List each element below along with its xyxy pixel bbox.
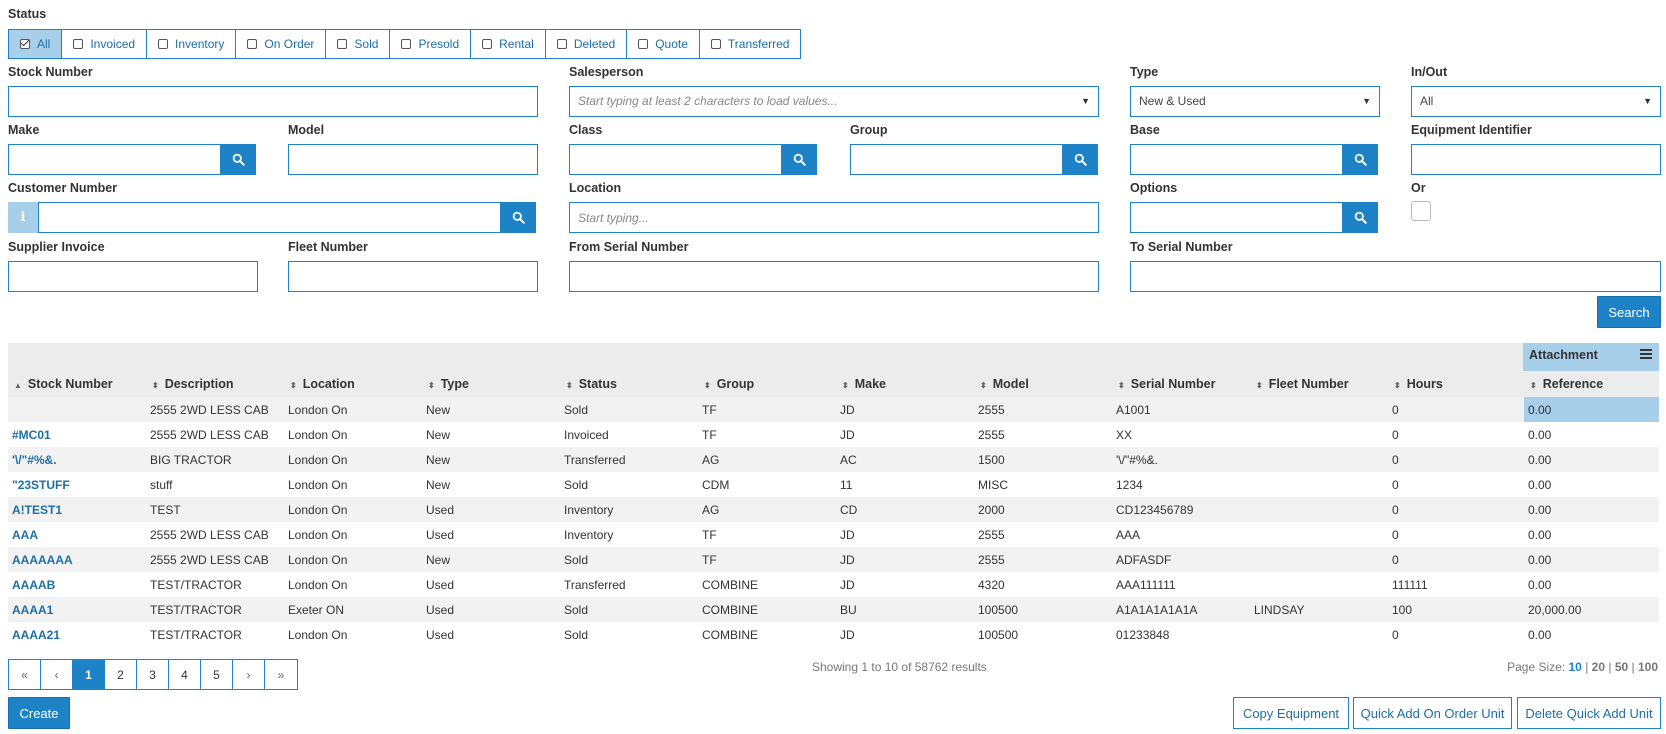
cell-serial-number: CD123456789 [1112, 497, 1250, 522]
cell-fleet-number [1250, 422, 1388, 447]
cell-model: 2000 [974, 497, 1112, 522]
cell-reference: 20,000.00 [1524, 597, 1659, 622]
class-input[interactable] [569, 144, 783, 175]
caret-down-icon: ▼ [1643, 96, 1652, 106]
type-value: New & Used [1139, 94, 1206, 108]
cell-hours: 0 [1388, 422, 1524, 447]
type-label: Type [1130, 65, 1159, 79]
page-size-label: Page Size: [1507, 660, 1566, 674]
status-option-inventory[interactable] [147, 30, 236, 58]
caret-down-icon: ▼ [1081, 96, 1090, 106]
column-header-label: Group [716, 377, 755, 391]
sort-icon: ⬍ [566, 381, 573, 390]
cell-description: TEST/TRACTOR [146, 622, 284, 647]
cell-make: JD [836, 522, 974, 547]
status-option-label: Presold [418, 37, 460, 51]
cell-reference: 0.00 [1524, 547, 1659, 572]
table-row[interactable] [8, 397, 1659, 422]
status-option-label: Deleted [573, 37, 616, 51]
cell-reference: 0.00 [1524, 522, 1659, 547]
cell-location: Exeter ON [284, 597, 422, 622]
sort-icon: ⬍ [842, 381, 849, 390]
from-serial-input[interactable] [569, 261, 1099, 292]
column-header-label: Stock Number [27, 377, 113, 391]
status-option-label: On Order [264, 37, 315, 51]
column-header-label: Model [992, 377, 1029, 391]
status-option-label: Invoiced [90, 37, 136, 51]
stock-number-link[interactable]: AAA [8, 522, 146, 547]
options-input[interactable] [1130, 202, 1344, 233]
cell-status: Sold [560, 547, 698, 572]
sort-icon: ⬍ [1118, 381, 1125, 390]
cell-location: London On [284, 397, 422, 422]
cell-description: 2555 2WD LESS CAB [146, 397, 284, 422]
or-checkbox[interactable] [1411, 201, 1431, 221]
table-row[interactable] [8, 622, 1659, 647]
column-header-description[interactable] [146, 371, 284, 397]
cell-description: TEST/TRACTOR [146, 572, 284, 597]
cell-group: COMBINE [698, 597, 836, 622]
base-label: Base [1130, 123, 1160, 137]
cell-fleet-number [1250, 397, 1388, 422]
cell-reference: 0.00 [1524, 422, 1659, 447]
column-header-label: Description [164, 377, 234, 391]
sort-icon: ⬍ [980, 381, 987, 390]
cell-group: COMBINE [698, 622, 836, 647]
status-option-label: Inventory [175, 37, 225, 51]
group-input[interactable] [850, 144, 1064, 175]
column-header-reference[interactable] [1524, 371, 1659, 397]
cell-model: 1500 [974, 447, 1112, 472]
next-page-button[interactable]: › [233, 660, 265, 689]
cell-type: New [422, 472, 560, 497]
model-label: Model [288, 123, 325, 137]
cell-hours: 0 [1388, 397, 1524, 422]
cell-fleet-number [1250, 497, 1388, 522]
type-select[interactable] [1130, 86, 1380, 117]
sort-icon: ⬍ [1256, 381, 1263, 390]
base-search-button[interactable] [1342, 144, 1378, 175]
status-label: Status [8, 7, 47, 21]
page-button-1[interactable]: 1 [73, 660, 105, 689]
status-option-sold[interactable] [326, 30, 390, 58]
status-option-rental[interactable] [471, 30, 546, 58]
column-header-model[interactable] [974, 371, 1112, 397]
fleet-number-input[interactable] [288, 261, 538, 292]
column-header-fleet-number[interactable] [1250, 371, 1388, 397]
in-out-value: All [1420, 94, 1434, 108]
table-row[interactable] [8, 447, 1659, 472]
cell-make: BU [836, 597, 974, 622]
status-option-label: Quote [655, 37, 688, 51]
cell-hours: 0 [1388, 547, 1524, 572]
cell-hours: 0 [1388, 447, 1524, 472]
status-option-transferred[interactable] [700, 30, 801, 58]
cell-type: New [422, 447, 560, 472]
cell-reference: 0.00 [1524, 447, 1659, 472]
status-filter-group [8, 29, 801, 59]
cell-serial-number: A1A1A1A1A1A [1112, 597, 1250, 622]
cell-type: New [422, 547, 560, 572]
cell-hours: 0 [1388, 472, 1524, 497]
cell-make: JD [836, 547, 974, 572]
in-out-select[interactable] [1411, 86, 1661, 117]
table-row[interactable] [8, 547, 1659, 572]
column-header-label: Serial Number [1130, 377, 1216, 391]
search-button[interactable]: Search [1597, 296, 1661, 328]
checkbox-icon [401, 39, 411, 49]
cell-description: TEST/TRACTOR [146, 597, 284, 622]
page-size-selector [1507, 660, 1658, 674]
cell-serial-number: '\/"#%&. [1112, 447, 1250, 472]
column-header-hours[interactable] [1388, 371, 1524, 397]
cell-hours: 100 [1388, 597, 1524, 622]
cell-status: Inventory [560, 522, 698, 547]
column-header-location[interactable] [284, 371, 422, 397]
search-icon [793, 153, 806, 166]
info-icon[interactable]: i [8, 202, 38, 233]
cell-reference: 0.00 [1524, 472, 1659, 497]
cell-serial-number: XX [1112, 422, 1250, 447]
equipment-identifier-label: Equipment Identifier [1411, 123, 1532, 137]
cell-fleet-number: LINDSAY [1250, 597, 1388, 622]
separator: | [1581, 660, 1592, 674]
cell-model: 100500 [974, 622, 1112, 647]
quick-add-on-order-button[interactable]: Quick Add On Order Unit [1353, 697, 1512, 729]
cell-status: Sold [560, 397, 698, 422]
salesperson-placeholder: Start typing at least 2 characters to load values... [578, 94, 838, 108]
cell-description: stuff [146, 472, 284, 497]
cell-model: MISC [974, 472, 1112, 497]
cell-group: TF [698, 397, 836, 422]
cell-description: 2555 2WD LESS CAB [146, 522, 284, 547]
or-label: Or [1411, 181, 1426, 195]
checkbox-icon [73, 39, 83, 49]
sort-icon: ⬍ [1394, 381, 1401, 390]
cell-fleet-number [1250, 447, 1388, 472]
cell-fleet-number [1250, 572, 1388, 597]
cell-make: JD [836, 397, 974, 422]
cell-group: AG [698, 497, 836, 522]
column-header-label: Reference [1542, 377, 1604, 391]
cell-description: 2555 2WD LESS CAB [146, 547, 284, 572]
stock-number-link[interactable]: '\/"#%&. [8, 447, 146, 472]
stock-number-link[interactable] [8, 397, 146, 422]
in-out-label: In/Out [1411, 65, 1448, 79]
cell-fleet-number [1250, 622, 1388, 647]
checkbox-icon [158, 39, 168, 49]
cell-location: London On [284, 547, 422, 572]
copy-equipment-button[interactable]: Copy Equipment [1233, 697, 1349, 729]
cell-location: London On [284, 497, 422, 522]
checkbox-icon [638, 39, 648, 49]
cell-location: London On [284, 422, 422, 447]
cell-serial-number: AAA [1112, 522, 1250, 547]
cell-serial-number: AAA111111 [1112, 572, 1250, 597]
location-input[interactable] [569, 202, 1099, 233]
cell-serial-number: A1001 [1112, 397, 1250, 422]
cell-type: New [422, 422, 560, 447]
results-summary: Showing 1 to 10 of 58762 results [812, 660, 987, 674]
cell-model: 2555 [974, 522, 1112, 547]
cell-group: TF [698, 422, 836, 447]
menu-icon[interactable] [1640, 349, 1652, 359]
equipment-identifier-input[interactable] [1411, 144, 1661, 175]
stock-number-link[interactable]: A!TEST1 [8, 497, 146, 522]
attachment-group-header [1523, 343, 1659, 371]
table-row[interactable] [8, 422, 1659, 447]
stock-number-link[interactable]: AAAA1 [8, 597, 146, 622]
cell-model: 4320 [974, 572, 1112, 597]
stock-number-link[interactable]: AAAAAAA [8, 547, 146, 572]
customer-number-label: Customer Number [8, 181, 118, 195]
cell-make: AC [836, 447, 974, 472]
cell-group: TF [698, 547, 836, 572]
cell-type: Used [422, 572, 560, 597]
cell-model: 100500 [974, 597, 1112, 622]
table-row[interactable] [8, 597, 1659, 622]
location-label: Location [569, 181, 622, 195]
cell-status: Transferred [560, 572, 698, 597]
table-row[interactable] [8, 572, 1659, 597]
table-row[interactable] [8, 497, 1659, 522]
supplier-invoice-label: Supplier Invoice [8, 240, 105, 254]
cell-description: TEST [146, 497, 284, 522]
attachment-header-label: Attachment [1529, 348, 1598, 362]
column-header-label: Location [302, 377, 355, 391]
search-icon [1354, 211, 1367, 224]
supplier-invoice-input[interactable] [8, 261, 258, 292]
cell-make: JD [836, 422, 974, 447]
stock-number-input[interactable] [8, 86, 538, 117]
cell-status: Sold [560, 597, 698, 622]
column-header-stock-number[interactable] [8, 371, 146, 397]
status-option-presold[interactable] [390, 30, 471, 58]
stock-number-link[interactable]: "23STUFF [8, 472, 146, 497]
cell-hours: 111111 [1388, 572, 1524, 597]
class-search-button[interactable] [781, 144, 817, 175]
stock-number-link[interactable]: #MC01 [8, 422, 146, 447]
page-button-4[interactable]: 4 [169, 660, 201, 689]
table-group-header-row [8, 343, 1659, 371]
options-label: Options [1130, 181, 1178, 195]
status-option-label: Sold [354, 37, 379, 51]
customer-number-input[interactable] [38, 202, 502, 233]
page-size-option-20[interactable]: 20 [1591, 660, 1606, 674]
fleet-number-label: Fleet Number [288, 240, 368, 254]
sort-icon: ⬍ [704, 381, 711, 390]
search-icon [232, 153, 245, 166]
cell-make: 11 [836, 472, 974, 497]
column-header-serial-number[interactable] [1112, 371, 1250, 397]
status-option-invoiced[interactable] [62, 30, 147, 58]
sort-icon: ⬍ [152, 381, 159, 390]
column-header-label: Fleet Number [1268, 377, 1349, 391]
page-button-5[interactable]: 5 [201, 660, 233, 689]
cell-model: 2555 [974, 422, 1112, 447]
cell-serial-number: 1234 [1112, 472, 1250, 497]
page-size-option-10[interactable]: 10 [1568, 660, 1582, 674]
checkbox-icon [20, 39, 30, 49]
search-icon [1354, 153, 1367, 166]
sort-icon: ⬍ [428, 381, 435, 390]
cell-model: 2555 [974, 547, 1112, 572]
cell-make: JD [836, 622, 974, 647]
cell-hours: 0 [1388, 497, 1524, 522]
status-option-label: Rental [499, 37, 534, 51]
separator: | [1605, 660, 1615, 674]
cell-status: Sold [560, 472, 698, 497]
cell-location: London On [284, 447, 422, 472]
cell-type: New [422, 397, 560, 422]
cell-location: London On [284, 622, 422, 647]
delete-quick-add-button[interactable]: Delete Quick Add Unit [1517, 697, 1661, 729]
stock-number-link[interactable]: AAAAB [8, 572, 146, 597]
cell-type: Used [422, 622, 560, 647]
sort-icon: ⬍ [1530, 381, 1537, 390]
column-header-label: Type [440, 377, 469, 391]
cell-reference: 0.00 [1524, 397, 1659, 422]
column-header-status[interactable] [560, 371, 698, 397]
cell-group: TF [698, 522, 836, 547]
cell-group: AG [698, 447, 836, 472]
cell-reference: 0.00 [1524, 572, 1659, 597]
last-page-button[interactable]: » [265, 660, 297, 689]
page-size-option-50[interactable]: 50 [1614, 660, 1629, 674]
cell-status: Inventory [560, 497, 698, 522]
table-body [8, 397, 1659, 647]
pagination [8, 659, 298, 690]
column-header-group[interactable] [698, 371, 836, 397]
cell-fleet-number [1250, 522, 1388, 547]
cell-location: London On [284, 522, 422, 547]
salesperson-label: Salesperson [569, 65, 644, 79]
cell-status: Invoiced [560, 422, 698, 447]
column-header-label: Status [578, 377, 617, 391]
cell-type: Used [422, 497, 560, 522]
first-page-button[interactable]: « [9, 660, 41, 689]
sort-icon: ⬍ [290, 381, 297, 390]
checkbox-icon [337, 39, 347, 49]
group-label: Group [850, 123, 888, 137]
table-row[interactable] [8, 522, 1659, 547]
page-button-3[interactable]: 3 [137, 660, 169, 689]
from-serial-label: From Serial Number [569, 240, 689, 254]
make-input[interactable] [8, 144, 222, 175]
options-search-button[interactable] [1342, 202, 1378, 233]
column-header-type[interactable] [422, 371, 560, 397]
stock-number-label: Stock Number [8, 65, 93, 79]
to-serial-label: To Serial Number [1130, 240, 1233, 254]
table-row[interactable] [8, 472, 1659, 497]
status-option-quote[interactable] [627, 30, 700, 58]
separator: | [1628, 660, 1638, 674]
cell-fleet-number [1250, 472, 1388, 497]
status-option-label: Transferred [727, 37, 790, 51]
search-icon [512, 211, 525, 224]
equipment-table [8, 343, 1659, 647]
cell-model: 2555 [974, 397, 1112, 422]
to-serial-input[interactable] [1130, 261, 1661, 292]
status-option-on-order[interactable] [236, 30, 326, 58]
status-option-all[interactable] [9, 30, 62, 58]
group-search-button[interactable] [1062, 144, 1098, 175]
cell-hours: 0 [1388, 622, 1524, 647]
cell-serial-number: ADFASDF [1112, 547, 1250, 572]
cell-group: CDM [698, 472, 836, 497]
column-header-label: Make [854, 377, 886, 391]
checkbox-icon [247, 39, 257, 49]
create-button[interactable]: Create [8, 697, 70, 729]
cell-type: Used [422, 522, 560, 547]
cell-location: London On [284, 572, 422, 597]
salesperson-select[interactable] [569, 86, 1099, 117]
column-header-make[interactable] [836, 371, 974, 397]
caret-down-icon: ▼ [1362, 96, 1371, 106]
model-input[interactable] [288, 144, 538, 175]
class-label: Class [569, 123, 603, 137]
cell-fleet-number [1250, 547, 1388, 572]
cell-description: 2555 2WD LESS CAB [146, 422, 284, 447]
cell-status: Transferred [560, 447, 698, 472]
make-label: Make [8, 123, 40, 137]
cell-reference: 0.00 [1524, 622, 1659, 647]
cell-serial-number: 01233848 [1112, 622, 1250, 647]
checkbox-icon [557, 39, 567, 49]
base-input[interactable] [1130, 144, 1344, 175]
cell-make: CD [836, 497, 974, 522]
cell-reference: 0.00 [1524, 497, 1659, 522]
status-option-deleted[interactable] [546, 30, 627, 58]
cell-make: JD [836, 572, 974, 597]
checkbox-icon [711, 39, 721, 49]
sort-asc-icon: ▲ [14, 381, 22, 390]
prev-page-button[interactable]: ‹ [41, 660, 73, 689]
cell-status: Sold [560, 622, 698, 647]
column-header-label: Hours [1406, 377, 1443, 391]
page-size-option-100[interactable]: 100 [1637, 660, 1658, 674]
cell-hours: 0 [1388, 522, 1524, 547]
search-icon [1074, 153, 1087, 166]
status-option-label: All [37, 37, 51, 51]
make-search-button[interactable] [220, 144, 256, 175]
page-button-2[interactable]: 2 [105, 660, 137, 689]
stock-number-link[interactable]: AAAA21 [8, 622, 146, 647]
cell-type: Used [422, 597, 560, 622]
cell-location: London On [284, 472, 422, 497]
cell-description: BIG TRACTOR [146, 447, 284, 472]
table-header-row [8, 371, 1659, 397]
checkbox-icon [482, 39, 492, 49]
cell-group: COMBINE [698, 572, 836, 597]
customer-search-button[interactable] [500, 202, 536, 233]
